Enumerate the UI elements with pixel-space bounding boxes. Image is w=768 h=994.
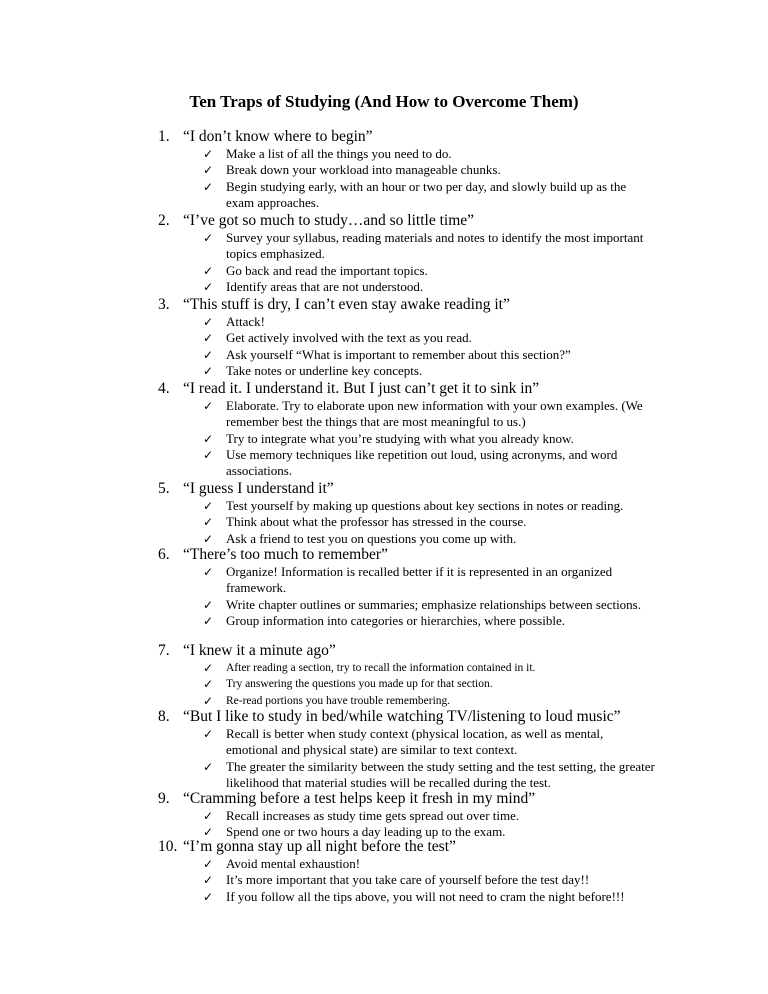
checkmark-icon: ✓ [203, 399, 214, 413]
tip-item [0, 279, 656, 295]
trap-heading [0, 838, 768, 856]
tip-item [0, 314, 656, 330]
trap-number: 3. [158, 296, 170, 313]
tip-text: Think about what the professor has stressed in the course. [226, 514, 527, 530]
trap-heading [0, 708, 768, 726]
tip-text: Write chapter outlines or summaries; emphasize relationships between sections. [226, 596, 641, 612]
tip-text: Spend one or two hours a day leading up to the exam. [226, 824, 506, 840]
document-title: Ten Traps of Studying (And How to Overcome Them) [189, 92, 579, 111]
tips-list [0, 564, 768, 629]
tips-list [0, 314, 768, 379]
tip-item [0, 597, 656, 613]
tip-item [0, 856, 656, 872]
tips-list [0, 856, 768, 905]
tip-text: Go back and read the important topics. [226, 262, 428, 278]
tip-item [0, 808, 656, 824]
checkmark-icon: ✓ [203, 727, 214, 741]
trap-text: “I’ve got so much to study…and so little time” [183, 212, 475, 229]
tip-text: Make a list of all the things you need to do. [226, 146, 452, 161]
tip-item [0, 726, 656, 759]
tip-text: Get actively involved with the text as you read. [226, 330, 472, 346]
tip-item [0, 498, 656, 514]
trap-item [0, 838, 768, 905]
trap-item [0, 380, 768, 479]
tip-text: After reading a section, try to recall the information contained in it. [226, 662, 536, 674]
trap-item [0, 642, 768, 709]
tip-item [0, 759, 656, 792]
trap-text: “I don’t know where to begin” [183, 128, 373, 145]
checkmark-icon: ✓ [203, 163, 214, 178]
tip-item [0, 146, 656, 162]
trap-number: 2. [158, 212, 170, 229]
trap-text: “Cramming before a test helps keep it fresh in my mind” [183, 790, 536, 807]
trap-number: 4. [158, 380, 170, 397]
tip-item [0, 230, 656, 263]
tip-item [0, 330, 656, 346]
tips-list [0, 808, 768, 841]
tip-item [0, 889, 656, 905]
tip-text: If you follow all the tips above, you will not need to cram the night before!!! [226, 888, 625, 904]
checkmark-icon: ✓ [203, 331, 214, 346]
tip-text: The greater the similarity between the study setting and the test setting, the greater likelihood that material studies will be recalled during the test. [226, 758, 655, 790]
trap-heading [0, 380, 768, 398]
trap-text: “There’s too much to remember” [183, 546, 388, 563]
tip-item [0, 693, 656, 709]
tip-item [0, 398, 656, 431]
trap-number: 10. [158, 838, 178, 855]
checkmark-icon: ✓ [203, 499, 214, 513]
trap-heading [0, 480, 768, 498]
checkmark-icon: ✓ [203, 315, 214, 329]
tip-text: Identify areas that are not understood. [226, 278, 424, 294]
tip-text: Take notes or underline key concepts. [226, 362, 423, 378]
tips-list [0, 398, 768, 479]
tip-text: Begin studying early, with an hour or two per day, and slowly build up as the exam approaches. [226, 178, 627, 210]
checkmark-icon: ✓ [203, 759, 214, 774]
trap-heading [0, 790, 768, 808]
checkmark-icon: ✓ [203, 693, 214, 708]
checkmark-icon: ✓ [203, 263, 214, 278]
trap-text: “I guess I understand it” [183, 480, 334, 497]
tip-text: Recall increases as study time gets spread out over time. [226, 808, 520, 823]
tip-text: Ask a friend to test you on questions you come up with. [226, 530, 517, 546]
trap-text: “But I like to study in bed/while watching TV/listening to loud music” [183, 708, 621, 725]
tip-item [0, 514, 656, 530]
tip-item [0, 179, 656, 212]
trap-heading [0, 296, 768, 314]
tip-text: Break down your workload into manageable chunks. [226, 162, 501, 178]
tip-text: Attack! [226, 314, 265, 329]
tip-item [0, 660, 656, 676]
checkmark-icon: ✓ [203, 531, 214, 546]
checkmark-icon: ✓ [203, 825, 214, 840]
checkmark-icon: ✓ [203, 889, 214, 904]
tips-list [0, 498, 768, 547]
tip-text: Re-read portions you have trouble remembering. [226, 694, 451, 707]
checkmark-icon: ✓ [203, 179, 214, 194]
trap-item [0, 790, 768, 841]
tip-text: Elaborate. Try to elaborate upon new information with your own examples. (We remember best the things that are most meaningful to us.) [226, 398, 643, 430]
tips-list [0, 230, 768, 295]
tip-item [0, 676, 656, 692]
tip-text: Avoid mental exhaustion! [226, 856, 361, 871]
tip-item [0, 263, 656, 279]
checkmark-icon: ✓ [203, 447, 214, 462]
tip-item [0, 872, 656, 888]
tip-text: Use memory techniques like repetition out loud, using acronyms, and word associations. [226, 446, 618, 479]
trap-item [0, 212, 768, 295]
checkmark-icon: ✓ [203, 431, 214, 446]
checkmark-icon: ✓ [203, 661, 214, 675]
tip-item [0, 531, 656, 547]
trap-heading [0, 546, 768, 564]
checkmark-icon: ✓ [203, 565, 214, 579]
tip-item [0, 363, 656, 379]
checkmark-icon: ✓ [203, 809, 214, 823]
trap-number: 9. [158, 790, 170, 807]
trap-number: 1. [158, 128, 170, 145]
trap-item [0, 546, 768, 629]
tip-text: Group information into categories or hierarchies, where possible. [226, 612, 565, 628]
trap-heading [0, 128, 768, 146]
tip-text: Survey your syllabus, reading materials and notes to identify the most important topics emphasized. [226, 230, 644, 262]
tip-text: Test yourself by making up questions about key sections in notes or reading. [226, 498, 624, 513]
trap-heading [0, 642, 768, 660]
checkmark-icon: ✓ [203, 147, 214, 161]
checkmark-icon: ✓ [203, 677, 214, 692]
tip-text: Recall is better when study context (physical location, as well as mental, emotional and physical state) are similar to text context. [226, 726, 604, 758]
trap-item [0, 708, 768, 791]
tip-text: Try answering the questions you made up for that section. [226, 678, 493, 691]
tip-text: It’s more important that you take care of yourself before the test day!! [226, 872, 590, 888]
checkmark-icon: ✓ [203, 279, 214, 294]
tip-item [0, 431, 656, 447]
tip-item [0, 564, 656, 597]
tip-item [0, 162, 656, 178]
tip-text: Try to integrate what you’re studying with what you already know. [226, 430, 574, 446]
tip-text: Organize! Information is recalled better if it is represented in an organized framework. [226, 564, 613, 596]
trap-item [0, 296, 768, 379]
trap-number: 8. [158, 708, 170, 725]
trap-number: 7. [158, 642, 170, 659]
tip-item [0, 613, 656, 629]
trap-item [0, 480, 768, 547]
trap-item [0, 128, 768, 211]
checkmark-icon: ✓ [203, 231, 214, 245]
trap-text: “I knew it a minute ago” [183, 642, 336, 659]
trap-text: “This stuff is dry, I can’t even stay awake reading it” [183, 296, 510, 313]
checkmark-icon: ✓ [203, 363, 214, 378]
checkmark-icon: ✓ [203, 515, 214, 530]
trap-text: “I read it. I understand it. But I just can’t get it to sink in” [183, 380, 540, 397]
tip-text: Ask yourself “What is important to remember about this section?” [226, 346, 571, 362]
checkmark-icon: ✓ [203, 597, 214, 612]
trap-text: “I’m gonna stay up all night before the test” [183, 838, 456, 855]
tips-list [0, 660, 768, 709]
trap-number: 5. [158, 480, 170, 497]
tip-item [0, 447, 656, 480]
tips-list [0, 146, 768, 211]
trap-number: 6. [158, 546, 170, 563]
checkmark-icon: ✓ [203, 873, 214, 888]
checkmark-icon: ✓ [203, 613, 214, 628]
trap-heading [0, 212, 768, 230]
tips-list [0, 726, 768, 791]
checkmark-icon: ✓ [203, 857, 214, 871]
tip-item [0, 347, 656, 363]
checkmark-icon: ✓ [203, 347, 214, 362]
